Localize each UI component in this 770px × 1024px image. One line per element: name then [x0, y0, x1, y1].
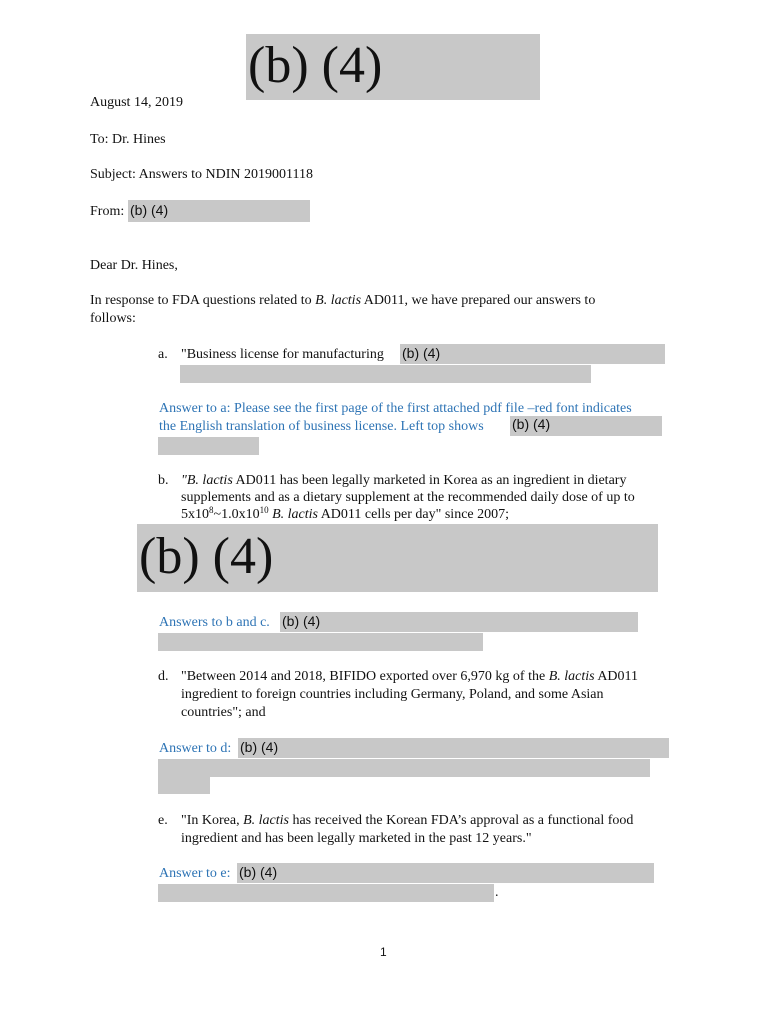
answer-d-redaction-label: (b) (4): [240, 739, 279, 755]
item-e-line-1-a: "In Korea,: [181, 813, 244, 828]
answer-d-redaction-box-1: [238, 738, 669, 758]
item-d-line-1: [181, 668, 638, 685]
item-b-dose-c: AD011 cells per day" since 2007;: [317, 507, 510, 522]
letter-from-label: From:: [90, 204, 125, 219]
item-e-line-2: ingredient and has been legally marketed in the past 12 years.": [181, 831, 532, 846]
from-redaction-label: (b) (4): [130, 202, 169, 218]
answer-bc-redaction-box-2: [158, 633, 483, 651]
item-e-line-1-b: has received the Korean FDA’s approval as a functional food: [288, 813, 634, 828]
answer-a-line-2: the English translation of business license. Left top shows: [159, 419, 484, 434]
item-b-dose-exp-2: 10: [259, 505, 269, 515]
answer-e-label: Answer to e:: [159, 866, 231, 881]
item-d-line-3: countries"; and: [181, 705, 266, 720]
answer-e-trailing-period: .: [495, 885, 499, 900]
item-d-marker: d.: [158, 669, 169, 684]
item-b-dose-exp-1: 8: [209, 505, 214, 515]
item-e-line-1: [181, 812, 633, 829]
answer-d-redaction-box-2: [158, 759, 650, 777]
answer-bc-label: Answers to b and c.: [159, 615, 270, 630]
item-b-line-1: [181, 472, 626, 489]
item-b-species: "B. lactis: [181, 473, 233, 488]
item-b-dose-b: ~1.0x10: [213, 507, 260, 522]
item-d-line-2: ingredient to foreign countries including Germany, Poland, and some Asian: [181, 687, 604, 702]
salutation: Dear Dr. Hines,: [90, 258, 178, 273]
intro-species: B. lactis: [315, 293, 362, 308]
item-e-marker: e.: [158, 813, 168, 828]
page-number: 1: [380, 945, 387, 959]
item-b-marker: b.: [158, 473, 169, 488]
answer-d-redaction-box-3: [158, 777, 210, 794]
answer-a-redaction-box-2: [158, 437, 259, 455]
intro-line-2: follows:: [90, 311, 136, 326]
item-e-species: B. lactis: [243, 813, 289, 828]
item-b-dose-species: B. lactis: [268, 507, 318, 522]
item-a-redaction-label: (b) (4): [402, 345, 441, 361]
header-redaction-label: (b) (4): [248, 37, 383, 94]
letter-subject: Subject: Answers to NDIN 2019001118: [90, 167, 313, 182]
answer-e-redaction-box-1: [237, 863, 654, 883]
item-c-redaction-label: (b) (4): [139, 528, 274, 585]
answer-e-redaction-label: (b) (4): [239, 864, 278, 880]
intro-text-b: AD011, we have prepared our answers to: [361, 293, 596, 308]
intro-text-a: In response to FDA questions related to: [90, 293, 316, 308]
answer-bc-redaction-label: (b) (4): [282, 613, 321, 629]
item-b-line-1-text: AD011 has been legally marketed in Korea as an ingredient in dietary: [232, 473, 627, 488]
intro-line-1: [90, 292, 595, 309]
letter-to: To: Dr. Hines: [90, 132, 166, 147]
answer-a-redaction-label: (b) (4): [512, 416, 551, 432]
answer-e-redaction-box-2: [158, 884, 494, 902]
item-b-line-2: supplements and as a dietary supplement at the recommended daily dose of up to: [181, 490, 635, 505]
item-a-marker: a.: [158, 347, 168, 362]
letter-date: August 14, 2019: [90, 95, 183, 110]
answer-bc-redaction-box-1: [280, 612, 638, 632]
item-a-redaction-box-2: [180, 365, 591, 383]
item-d-line-1-a: "Between 2014 and 2018, BIFIDO exported over 6,970 kg of the: [181, 669, 549, 684]
item-d-species: B. lactis: [548, 669, 595, 684]
item-b-dose-a: 5x10: [181, 507, 209, 522]
answer-a-line-1: Answer to a: Please see the first page of the first attached pdf file –red font indicates: [159, 401, 632, 416]
answer-d-label: Answer to d:: [159, 741, 232, 756]
item-d-line-1-b: AD011: [594, 669, 639, 684]
item-a-text: "Business license for manufacturing: [181, 347, 384, 362]
item-b-line-3: [181, 506, 509, 523]
